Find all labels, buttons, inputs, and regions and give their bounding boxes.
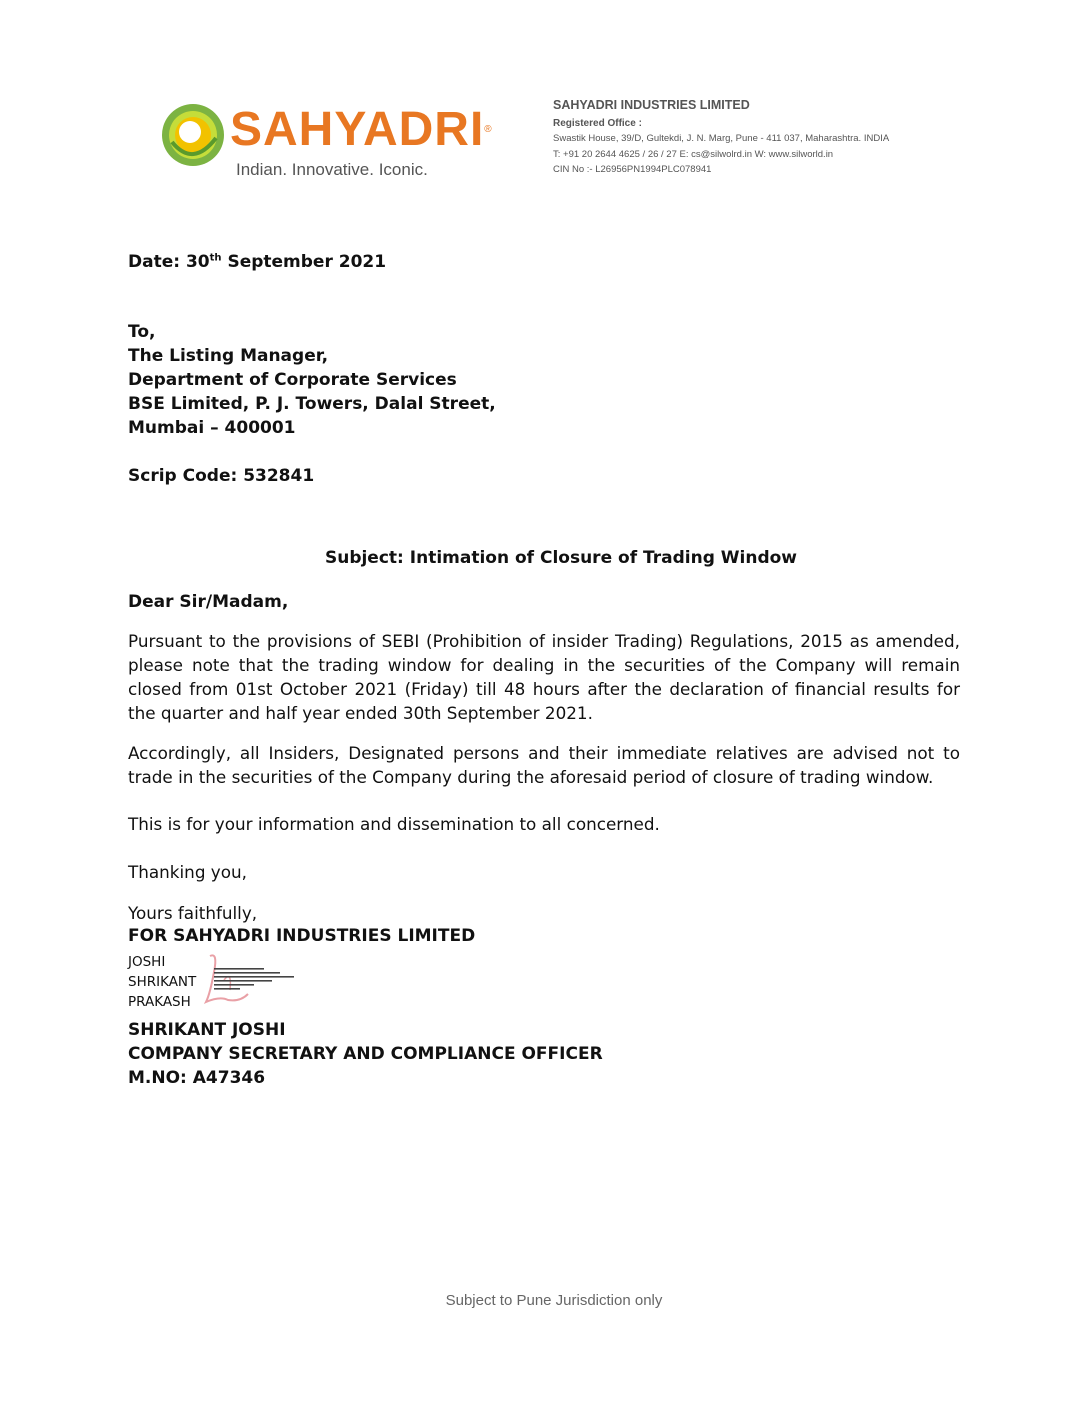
- registered-office-label: Registered Office :: [553, 118, 642, 129]
- digital-signature-name: [128, 952, 196, 1012]
- signatory-name: SHRIKANT JOSHI: [128, 1020, 286, 1040]
- office-address: Swastik House, 39/D, Gultekdi, J. N. Marg, Pune - 411 037, Maharashtra. INDIA: [553, 133, 890, 144]
- letter-subject: Subject: Intimation of Closure of Trading Window: [324, 548, 798, 568]
- scrip-code: Scrip Code: 532841: [128, 466, 315, 486]
- body-paragraph: Accordingly, all Insiders, Designated persons and their immediate relatives are advised not to trade in the securities of the Company during the aforesaid period of closure of trading window.: [128, 743, 960, 787]
- for-company-line: FOR SAHYADRI INDUSTRIES LIMITED: [128, 926, 476, 946]
- recipient-address: [128, 320, 496, 440]
- closing-line: Thanking you,: [128, 862, 247, 882]
- address-line: Mumbai – 400001: [128, 418, 296, 438]
- cin-number: CIN No :- L26956PN1994PLC078941: [553, 164, 712, 175]
- logo-swirl-icon: [160, 102, 226, 168]
- address-line: To,: [128, 322, 156, 342]
- logo-tagline: Indian. Innovative. Iconic.: [236, 160, 428, 179]
- body-paragraph: This is for your information and dissemination to all concerned.: [128, 814, 660, 834]
- address-line: Department of Corporate Services: [128, 370, 457, 390]
- address-line: BSE Limited, P. J. Towers, Dalal Street,: [128, 394, 496, 414]
- valediction: Yours faithfully,: [128, 903, 258, 923]
- signature-name-line: PRAKASH: [128, 994, 191, 1010]
- letterhead-company-name: SAHYADRI INDUSTRIES LIMITED: [553, 98, 750, 112]
- address-line: The Listing Manager,: [128, 346, 329, 366]
- membership-number: M.NO: A47346: [128, 1068, 266, 1088]
- salutation: Dear Sir/Madam,: [128, 592, 289, 612]
- signature-details-icon: [214, 968, 296, 990]
- signature-name-line: SHRIKANT: [128, 974, 197, 990]
- signatory-block: [128, 1018, 603, 1090]
- office-contact: T: +91 20 2644 4625 / 26 / 27 E: cs@silwolrd.in W: www.silworld.in: [553, 148, 834, 160]
- body-paragraph: Pursuant to the provisions of SEBI (Prohibition of insider Trading) Regulations, 2015 as amended, please note that the trading window for dealing in the securities of the Company will remain closed from 01st October 2021 (Friday) till 48 hours after the declaration of financial results for the quarter and half year ended 30th September 2021.: [128, 631, 960, 723]
- letter-date: Date: 30th September 2021: [128, 252, 387, 272]
- company-logo: [160, 98, 493, 188]
- logo-wordmark: SAHYADRI®: [230, 103, 493, 156]
- signatory-designation: COMPANY SECRETARY AND COMPLIANCE OFFICER: [128, 1044, 603, 1064]
- registered-office-block: [553, 97, 973, 178]
- footer-jurisdiction: Subject to Pune Jurisdiction only: [445, 1292, 663, 1309]
- signature-name-line: JOSHI: [128, 954, 166, 970]
